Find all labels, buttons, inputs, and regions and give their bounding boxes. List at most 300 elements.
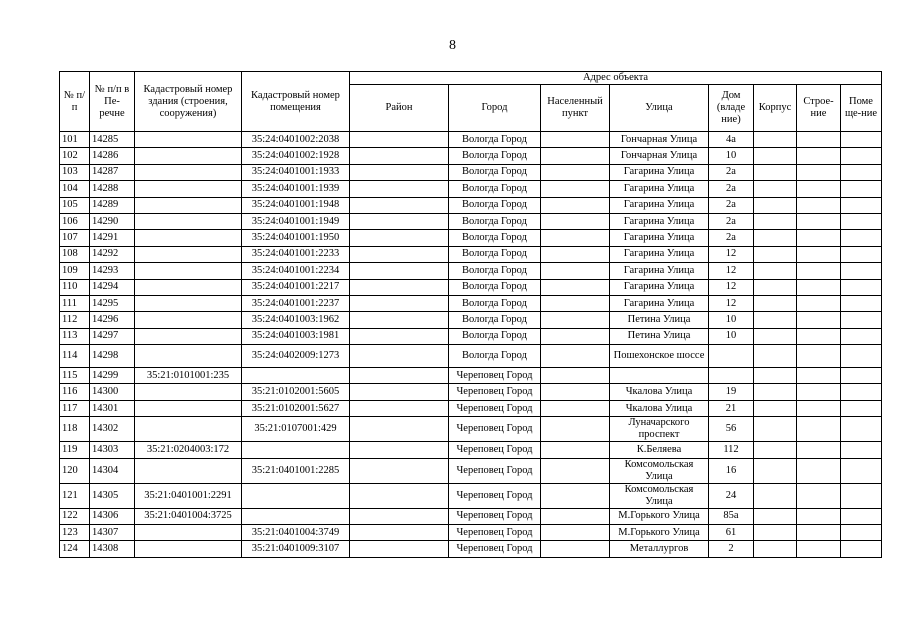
cell-room	[841, 345, 882, 368]
cell-street: Гагарина Улица	[610, 279, 709, 295]
cell-structure	[797, 458, 841, 483]
cell-street: Гагарина Улица	[610, 230, 709, 246]
cell-structure	[797, 508, 841, 524]
cell-street: Петина Улица	[610, 328, 709, 344]
cell-premise-cadastral: 35:21:0401009:3107	[242, 541, 350, 557]
cell-premise-cadastral: 35:21:0401001:2285	[242, 458, 350, 483]
cell-structure	[797, 345, 841, 368]
cell-list-num: 14293	[90, 263, 135, 279]
cell-city: Череповец Город	[449, 483, 541, 508]
cell-settlement	[541, 263, 610, 279]
cell-house: 2а	[709, 197, 754, 213]
cell-settlement	[541, 508, 610, 524]
cell-list-num: 14290	[90, 213, 135, 229]
cell-street: М.Горького Улица	[610, 508, 709, 524]
cell-city: Вологда Город	[449, 312, 541, 328]
cell-settlement	[541, 417, 610, 442]
cell-korpus	[754, 279, 797, 295]
cell-num: 120	[60, 458, 90, 483]
table-row	[60, 132, 882, 148]
cell-korpus	[754, 213, 797, 229]
cell-house: 56	[709, 417, 754, 442]
cell-settlement	[541, 279, 610, 295]
cell-premise-cadastral: 35:24:0401001:1939	[242, 181, 350, 197]
cell-building-cadastral	[135, 148, 242, 164]
cell-house: 10	[709, 148, 754, 164]
cell-list-num: 14294	[90, 279, 135, 295]
cell-korpus	[754, 246, 797, 262]
cell-premise-cadastral: 35:21:0102001:5627	[242, 400, 350, 416]
cell-settlement	[541, 525, 610, 541]
cell-room	[841, 328, 882, 344]
cell-district	[350, 213, 449, 229]
cell-korpus	[754, 181, 797, 197]
cell-num: 117	[60, 400, 90, 416]
cell-korpus	[754, 295, 797, 311]
cell-premise-cadastral: 35:21:0401004:3749	[242, 525, 350, 541]
cell-city: Вологда Город	[449, 164, 541, 180]
cell-premise-cadastral	[242, 508, 350, 524]
cell-settlement	[541, 442, 610, 458]
cell-settlement	[541, 384, 610, 400]
cell-settlement	[541, 132, 610, 148]
cell-korpus	[754, 312, 797, 328]
cell-list-num: 14306	[90, 508, 135, 524]
cell-street: Гончарная Улица	[610, 132, 709, 148]
cell-street: Чкалова Улица	[610, 384, 709, 400]
cell-num: 112	[60, 312, 90, 328]
cell-building-cadastral	[135, 246, 242, 262]
cell-house: 19	[709, 384, 754, 400]
cell-building-cadastral	[135, 345, 242, 368]
cell-house: 2а	[709, 164, 754, 180]
header-premise: Поме ще-ние	[841, 85, 882, 132]
cell-list-num: 14288	[90, 181, 135, 197]
table-row	[60, 279, 882, 295]
cell-num: 107	[60, 230, 90, 246]
cell-num: 111	[60, 295, 90, 311]
cell-room	[841, 148, 882, 164]
cell-list-num: 14304	[90, 458, 135, 483]
cell-num: 102	[60, 148, 90, 164]
cell-structure	[797, 132, 841, 148]
cell-house: 12	[709, 279, 754, 295]
cell-num: 103	[60, 164, 90, 180]
header-district: Район	[350, 85, 449, 132]
cell-korpus	[754, 328, 797, 344]
table-row	[60, 541, 882, 557]
cell-premise-cadastral: 35:24:0401002:2038	[242, 132, 350, 148]
header-settlement: Населенный пункт	[541, 85, 610, 132]
cell-structure	[797, 246, 841, 262]
cell-district	[350, 312, 449, 328]
cell-room	[841, 508, 882, 524]
cell-building-cadastral	[135, 295, 242, 311]
cell-premise-cadastral: 35:24:0401001:1950	[242, 230, 350, 246]
cell-list-num: 14297	[90, 328, 135, 344]
cell-street: Гагарина Улица	[610, 197, 709, 213]
cell-building-cadastral	[135, 458, 242, 483]
cell-korpus	[754, 417, 797, 442]
cell-list-num: 14308	[90, 541, 135, 557]
cell-city: Вологда Город	[449, 345, 541, 368]
table-row	[60, 148, 882, 164]
cell-settlement	[541, 328, 610, 344]
cell-room	[841, 263, 882, 279]
cell-structure	[797, 384, 841, 400]
cell-settlement	[541, 246, 610, 262]
cell-street: Металлургов	[610, 541, 709, 557]
cell-district	[350, 246, 449, 262]
header-address-group: Адрес объекта	[350, 72, 882, 85]
cell-street: Луначарского проспект	[610, 417, 709, 442]
cell-num: 110	[60, 279, 90, 295]
cell-building-cadastral	[135, 541, 242, 557]
cell-korpus	[754, 197, 797, 213]
cell-room	[841, 164, 882, 180]
cell-house: 10	[709, 312, 754, 328]
table-row	[60, 181, 882, 197]
cell-settlement	[541, 181, 610, 197]
cell-district	[350, 132, 449, 148]
cell-korpus	[754, 400, 797, 416]
table-row	[60, 400, 882, 416]
cell-building-cadastral	[135, 263, 242, 279]
cell-city: Вологда Город	[449, 295, 541, 311]
cell-city: Череповец Город	[449, 508, 541, 524]
cell-structure	[797, 279, 841, 295]
cell-street: Гагарина Улица	[610, 295, 709, 311]
cell-premise-cadastral: 35:24:0401002:1928	[242, 148, 350, 164]
cell-room	[841, 181, 882, 197]
cell-district	[350, 197, 449, 213]
cell-num: 116	[60, 384, 90, 400]
cell-city: Череповец Город	[449, 458, 541, 483]
cell-building-cadastral	[135, 279, 242, 295]
cell-list-num: 14286	[90, 148, 135, 164]
cell-building-cadastral	[135, 132, 242, 148]
cell-house	[709, 345, 754, 368]
cell-list-num: 14305	[90, 483, 135, 508]
cell-room	[841, 384, 882, 400]
cell-house: 21	[709, 400, 754, 416]
cell-building-cadastral	[135, 230, 242, 246]
cell-num: 115	[60, 368, 90, 384]
cell-num: 123	[60, 525, 90, 541]
cell-street: Чкалова Улица	[610, 400, 709, 416]
cell-premise-cadastral: 35:24:0401001:2233	[242, 246, 350, 262]
cell-num: 119	[60, 442, 90, 458]
cell-street: М.Горького Улица	[610, 525, 709, 541]
cell-settlement	[541, 368, 610, 384]
cell-settlement	[541, 345, 610, 368]
cell-structure	[797, 148, 841, 164]
cell-korpus	[754, 132, 797, 148]
cell-street: Гагарина Улица	[610, 164, 709, 180]
cell-list-num: 14285	[90, 132, 135, 148]
cell-num: 105	[60, 197, 90, 213]
cell-premise-cadastral	[242, 442, 350, 458]
cell-list-num: 14291	[90, 230, 135, 246]
cell-room	[841, 197, 882, 213]
cell-district	[350, 368, 449, 384]
cell-list-num: 14301	[90, 400, 135, 416]
cell-city: Вологда Город	[449, 246, 541, 262]
cell-num: 104	[60, 181, 90, 197]
cell-district	[350, 279, 449, 295]
cell-street: Комсомольская Улица	[610, 483, 709, 508]
table-row	[60, 368, 882, 384]
page-number: 8	[449, 38, 456, 53]
cell-premise-cadastral: 35:21:0107001:429	[242, 417, 350, 442]
cell-city: Череповец Город	[449, 541, 541, 557]
table-row	[60, 508, 882, 524]
cell-structure	[797, 442, 841, 458]
cell-premise-cadastral: 35:24:0401003:1981	[242, 328, 350, 344]
cell-structure	[797, 328, 841, 344]
cell-list-num: 14296	[90, 312, 135, 328]
table-row	[60, 197, 882, 213]
cell-district	[350, 263, 449, 279]
cell-building-cadastral	[135, 312, 242, 328]
cell-list-num: 14289	[90, 197, 135, 213]
cell-street: Комсомольская Улица	[610, 458, 709, 483]
cell-settlement	[541, 458, 610, 483]
cell-room	[841, 312, 882, 328]
cell-building-cadastral	[135, 400, 242, 416]
cell-structure	[797, 417, 841, 442]
cell-settlement	[541, 197, 610, 213]
cell-structure	[797, 197, 841, 213]
cell-building-cadastral	[135, 213, 242, 229]
cell-city: Череповец Город	[449, 384, 541, 400]
cell-district	[350, 148, 449, 164]
header-list-num: № п/п в Пе-речне	[90, 72, 135, 132]
cell-building-cadastral	[135, 417, 242, 442]
header-num: № п/п	[60, 72, 90, 132]
table-row	[60, 328, 882, 344]
cell-district	[350, 525, 449, 541]
cell-korpus	[754, 508, 797, 524]
cell-house: 112	[709, 442, 754, 458]
cell-list-num: 14303	[90, 442, 135, 458]
cell-structure	[797, 263, 841, 279]
cell-house: 2а	[709, 181, 754, 197]
table-row	[60, 458, 882, 483]
cell-settlement	[541, 295, 610, 311]
cell-street	[610, 368, 709, 384]
cell-district	[350, 417, 449, 442]
header-building-cadastral: Кадастровый номер здания (строения, сооружения)	[135, 72, 242, 132]
cell-premise-cadastral: 35:21:0102001:5605	[242, 384, 350, 400]
cell-room	[841, 246, 882, 262]
table-row	[60, 164, 882, 180]
cell-street: Гагарина Улица	[610, 213, 709, 229]
cell-premise-cadastral: 35:24:0401001:2234	[242, 263, 350, 279]
cell-house: 2а	[709, 230, 754, 246]
cell-house: 2а	[709, 213, 754, 229]
table-row	[60, 442, 882, 458]
cell-korpus	[754, 345, 797, 368]
cell-premise-cadastral: 35:24:0401001:2237	[242, 295, 350, 311]
cell-street: Пошехонское шоссе	[610, 345, 709, 368]
cell-num: 121	[60, 483, 90, 508]
cell-building-cadastral	[135, 525, 242, 541]
cell-list-num: 14287	[90, 164, 135, 180]
cell-district	[350, 458, 449, 483]
cell-house: 85а	[709, 508, 754, 524]
table-row	[60, 263, 882, 279]
cell-room	[841, 295, 882, 311]
cell-premise-cadastral	[242, 483, 350, 508]
cell-house: 2	[709, 541, 754, 557]
cell-list-num: 14298	[90, 345, 135, 368]
cell-room	[841, 541, 882, 557]
cell-structure	[797, 312, 841, 328]
cell-house: 24	[709, 483, 754, 508]
cell-korpus	[754, 384, 797, 400]
cell-korpus	[754, 148, 797, 164]
cell-city: Вологда Город	[449, 181, 541, 197]
cell-city: Вологда Город	[449, 230, 541, 246]
cell-num: 124	[60, 541, 90, 557]
cell-premise-cadastral	[242, 368, 350, 384]
cell-list-num: 14292	[90, 246, 135, 262]
cell-num: 118	[60, 417, 90, 442]
table-row	[60, 246, 882, 262]
cell-settlement	[541, 213, 610, 229]
table-row	[60, 384, 882, 400]
cell-room	[841, 213, 882, 229]
cell-premise-cadastral: 35:24:0401001:2217	[242, 279, 350, 295]
table-row	[60, 295, 882, 311]
cell-settlement	[541, 541, 610, 557]
cell-structure	[797, 400, 841, 416]
cell-num: 109	[60, 263, 90, 279]
table-row	[60, 213, 882, 229]
cell-house	[709, 368, 754, 384]
cell-building-cadastral	[135, 328, 242, 344]
cell-list-num: 14302	[90, 417, 135, 442]
cell-district	[350, 508, 449, 524]
cell-premise-cadastral: 35:24:0402009:1273	[242, 345, 350, 368]
cell-premise-cadastral: 35:24:0401001:1933	[242, 164, 350, 180]
cell-building-cadastral	[135, 181, 242, 197]
cell-settlement	[541, 312, 610, 328]
cell-structure	[797, 213, 841, 229]
cell-structure	[797, 230, 841, 246]
cell-house: 12	[709, 246, 754, 262]
cell-premise-cadastral: 35:24:0401001:1949	[242, 213, 350, 229]
cell-city: Вологда Город	[449, 197, 541, 213]
cell-korpus	[754, 368, 797, 384]
cell-structure	[797, 541, 841, 557]
header-structure: Строе-ние	[797, 85, 841, 132]
cell-korpus	[754, 458, 797, 483]
table-row	[60, 312, 882, 328]
cell-korpus	[754, 525, 797, 541]
cell-district	[350, 442, 449, 458]
cell-district	[350, 230, 449, 246]
cell-room	[841, 525, 882, 541]
cell-city: Череповец Город	[449, 525, 541, 541]
cell-house: 4а	[709, 132, 754, 148]
cell-street: Гончарная Улица	[610, 148, 709, 164]
cell-room	[841, 483, 882, 508]
cell-num: 114	[60, 345, 90, 368]
cell-room	[841, 400, 882, 416]
cell-num: 108	[60, 246, 90, 262]
cell-settlement	[541, 230, 610, 246]
cell-street: Гагарина Улица	[610, 181, 709, 197]
cell-num: 106	[60, 213, 90, 229]
cell-room	[841, 368, 882, 384]
cell-premise-cadastral: 35:24:0401001:1948	[242, 197, 350, 213]
cell-structure	[797, 525, 841, 541]
cell-structure	[797, 164, 841, 180]
cell-street: К.Беляева	[610, 442, 709, 458]
header-city: Город	[449, 85, 541, 132]
cell-district	[350, 483, 449, 508]
cell-korpus	[754, 263, 797, 279]
header-premise-cadastral: Кадастровый номер помещения	[242, 72, 350, 132]
cell-building-cadastral: 35:21:0401001:2291	[135, 483, 242, 508]
cell-building-cadastral: 35:21:0401004:3725	[135, 508, 242, 524]
table-row	[60, 345, 882, 368]
cell-street: Гагарина Улица	[610, 263, 709, 279]
cell-city: Вологда Город	[449, 263, 541, 279]
table-row	[60, 525, 882, 541]
cell-building-cadastral	[135, 197, 242, 213]
cell-settlement	[541, 400, 610, 416]
cell-district	[350, 400, 449, 416]
cell-house: 61	[709, 525, 754, 541]
cell-street: Гагарина Улица	[610, 246, 709, 262]
cell-city: Вологда Город	[449, 213, 541, 229]
cell-house: 10	[709, 328, 754, 344]
cell-district	[350, 384, 449, 400]
table-row	[60, 483, 882, 508]
cell-korpus	[754, 230, 797, 246]
cell-district	[350, 164, 449, 180]
cell-city: Череповец Город	[449, 400, 541, 416]
cell-structure	[797, 295, 841, 311]
cell-structure	[797, 368, 841, 384]
cell-building-cadastral: 35:21:0101001:235	[135, 368, 242, 384]
cell-list-num: 14300	[90, 384, 135, 400]
cell-settlement	[541, 483, 610, 508]
table-row	[60, 417, 882, 442]
cell-district	[350, 541, 449, 557]
table-body	[60, 132, 882, 558]
cell-city: Череповец Город	[449, 368, 541, 384]
cell-building-cadastral	[135, 164, 242, 180]
cell-building-cadastral: 35:21:0204003:172	[135, 442, 242, 458]
cell-structure	[797, 181, 841, 197]
cell-num: 122	[60, 508, 90, 524]
cell-list-num: 14299	[90, 368, 135, 384]
cell-num: 101	[60, 132, 90, 148]
cell-premise-cadastral: 35:24:0401003:1962	[242, 312, 350, 328]
cell-settlement	[541, 148, 610, 164]
cell-district	[350, 345, 449, 368]
cell-list-num: 14295	[90, 295, 135, 311]
cell-city: Вологда Город	[449, 132, 541, 148]
cell-korpus	[754, 442, 797, 458]
cell-city: Вологда Город	[449, 279, 541, 295]
cell-city: Вологда Город	[449, 148, 541, 164]
header-korpus: Корпус	[754, 85, 797, 132]
